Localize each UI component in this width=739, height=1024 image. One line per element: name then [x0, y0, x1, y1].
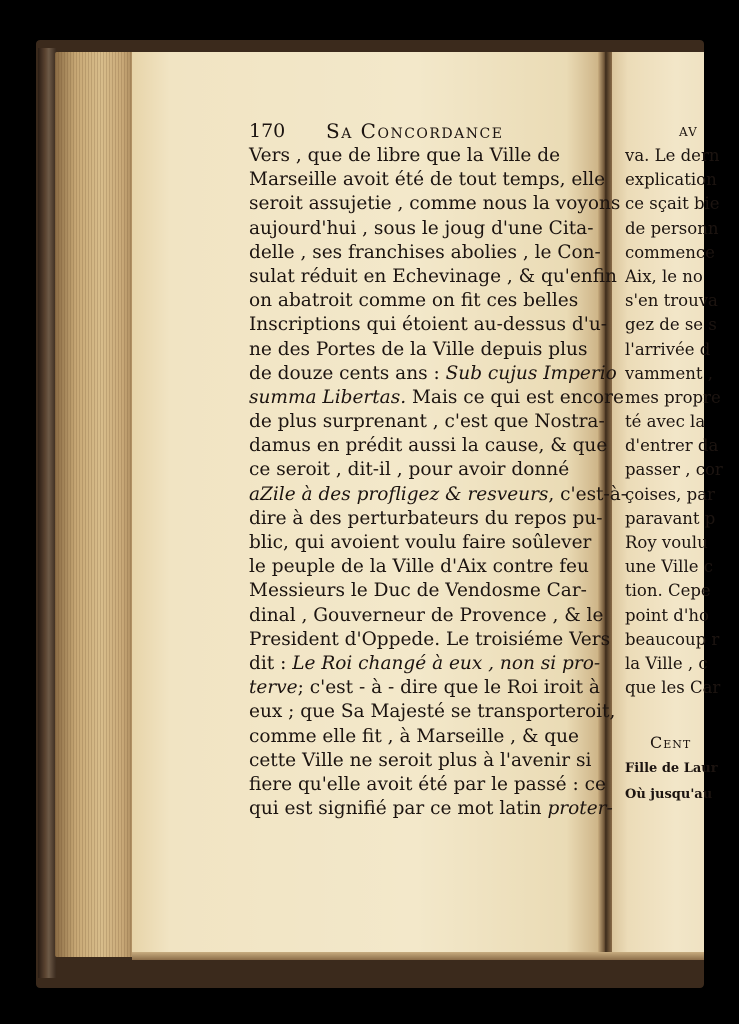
right-running-head: av — [679, 121, 698, 141]
roman-text: on abatroit comme on fit ces belles — [249, 290, 579, 312]
right-text-line: de personn — [625, 218, 719, 238]
roman-text: dit : — [249, 652, 293, 674]
roman-text: ne des Portes de la Ville depuis plus — [249, 338, 588, 360]
text-line — [249, 531, 594, 555]
running-title: Sa Concordance — [326, 119, 504, 143]
text-line — [249, 700, 616, 724]
roman-text: Marseille avoit été de tout temps, elle — [249, 169, 606, 191]
right-text-line: d'entrer da — [625, 436, 719, 456]
right-small-line: Fille de Laur — [625, 761, 718, 777]
left-page-text — [249, 118, 628, 821]
text-line — [249, 338, 594, 362]
roman-text: fiere qu'elle avoit été par le passé : ce — [249, 773, 606, 795]
text-line — [249, 652, 601, 676]
text-line — [249, 144, 594, 168]
text-line — [249, 434, 608, 458]
right-text-line: ce sçait bie — [625, 194, 720, 214]
text-line — [249, 773, 606, 797]
right-text-line: l'arrivée d — [625, 339, 711, 359]
right-text-line: gez de se s — [625, 315, 717, 335]
page-number: 170 — [249, 120, 286, 142]
italic-text: proter- — [547, 798, 613, 820]
roman-text: aujourd'hui , sous le joug d'une Cita- — [249, 217, 594, 239]
right-text-line: la Ville , c — [625, 653, 708, 673]
roman-text: delle , ses franchises abolies , le Con- — [249, 241, 601, 263]
right-text-line: passer , cor — [625, 460, 723, 480]
right-text-line: mes propre — [625, 387, 721, 407]
text-line — [249, 604, 604, 628]
roman-text: seroit assujetie , comme nous la voyons — [249, 193, 621, 215]
text-line — [249, 289, 594, 313]
italic-text: summa Libertas. — [249, 386, 407, 408]
right-text-line: va. Le dern — [625, 146, 720, 165]
book-cover-edge — [38, 48, 56, 978]
text-line — [249, 241, 601, 265]
italic-text: aZile à des profligez & resveurs — [249, 483, 549, 505]
right-text-line: que les Car — [625, 678, 721, 698]
roman-text: Messieurs le Duc de Vendosme Car- — [249, 580, 587, 602]
roman-text: de plus surprenant , c'est que Nostra- — [249, 411, 605, 433]
roman-text: ; c'est - à - dire que le Roi iroit à — [297, 677, 600, 699]
roman-text: dire à des perturbateurs du repos pu- — [249, 507, 603, 529]
page-block-edges — [55, 52, 139, 957]
roman-text: dinal , Gouverneur de Provence , & le — [249, 604, 604, 626]
italic-text: terve — [249, 677, 298, 699]
right-section-heading: Cent — [650, 733, 692, 753]
text-line — [249, 265, 617, 289]
roman-text: eux ; que Sa Majesté se transporteroit, — [249, 701, 616, 723]
text-line — [249, 676, 600, 700]
roman-text: qui est signifié par ce mot latin — [249, 798, 548, 820]
body-text — [249, 144, 628, 821]
roman-text: damus en prédit aussi la cause, & que — [249, 435, 608, 457]
right-text-line: une Ville c — [625, 557, 713, 577]
right-text-line: explication — [625, 170, 717, 190]
running-head — [249, 118, 594, 144]
right-small-lines — [625, 756, 718, 808]
roman-text: le peuple de la Ville d'Aix contre feu — [249, 556, 589, 578]
text-line — [249, 507, 603, 531]
roman-text: ce seroit , dit-il , pour avoir donné — [249, 459, 570, 481]
roman-text: Inscriptions qui étoient au-dessus d'u- — [249, 314, 607, 336]
text-line — [249, 217, 594, 241]
right-body-text — [625, 144, 723, 700]
page-bottom-edge — [132, 952, 704, 960]
roman-text: , c'est-à- — [548, 483, 628, 505]
section-gap — [625, 700, 707, 730]
text-line — [249, 555, 594, 579]
right-text-line: vamment , — [625, 363, 713, 383]
right-small-line: Où jusqu'au — [625, 787, 713, 803]
text-line — [249, 725, 594, 749]
right-text-line: beaucoup r — [625, 629, 720, 649]
roman-text: blic, qui avoient voulu faire soûlever — [249, 532, 592, 553]
text-line — [249, 410, 605, 434]
roman-text: cette Ville ne seroit plus à l'avenir si — [249, 749, 592, 771]
italic-text: Sub cujus Imperio — [445, 362, 617, 384]
text-line — [249, 386, 624, 410]
right-text-line: Roy voulu — [625, 533, 708, 552]
roman-text: President d'Oppede. Le troisiéme Vers — [249, 628, 611, 650]
text-line — [249, 168, 606, 192]
right-page-text — [625, 118, 723, 808]
right-text-line: paravant p — [625, 508, 716, 528]
italic-text: Le Roi changé à eux , non si pro- — [292, 652, 601, 674]
text-line — [249, 458, 594, 482]
text-line — [249, 749, 594, 773]
right-text-line: s'en trouva — [625, 291, 718, 311]
text-line — [249, 483, 628, 507]
right-text-line: point d'ho — [625, 605, 709, 625]
text-line — [249, 313, 607, 337]
right-text-line: çoises, par — [625, 484, 715, 504]
roman-text: Vers , que de libre que la Ville de — [249, 145, 561, 166]
roman-text: sulat réduit en Echevinage , & qu'enfin — [249, 265, 617, 287]
text-line — [249, 797, 613, 821]
roman-text: comme elle fit , à Marseille , & que — [249, 725, 580, 747]
text-line — [249, 192, 621, 216]
roman-text: de douze cents ans : — [249, 362, 446, 384]
text-line — [249, 362, 617, 386]
right-text-line: tion. Cepe — [625, 581, 711, 601]
right-text-line: té avec la — [625, 412, 706, 432]
text-line — [249, 628, 611, 652]
right-text-line: commence — [625, 242, 715, 262]
text-line — [249, 579, 594, 603]
right-text-line: Aix, le no — [625, 266, 703, 286]
roman-text: Mais ce qui est encore — [406, 386, 624, 408]
